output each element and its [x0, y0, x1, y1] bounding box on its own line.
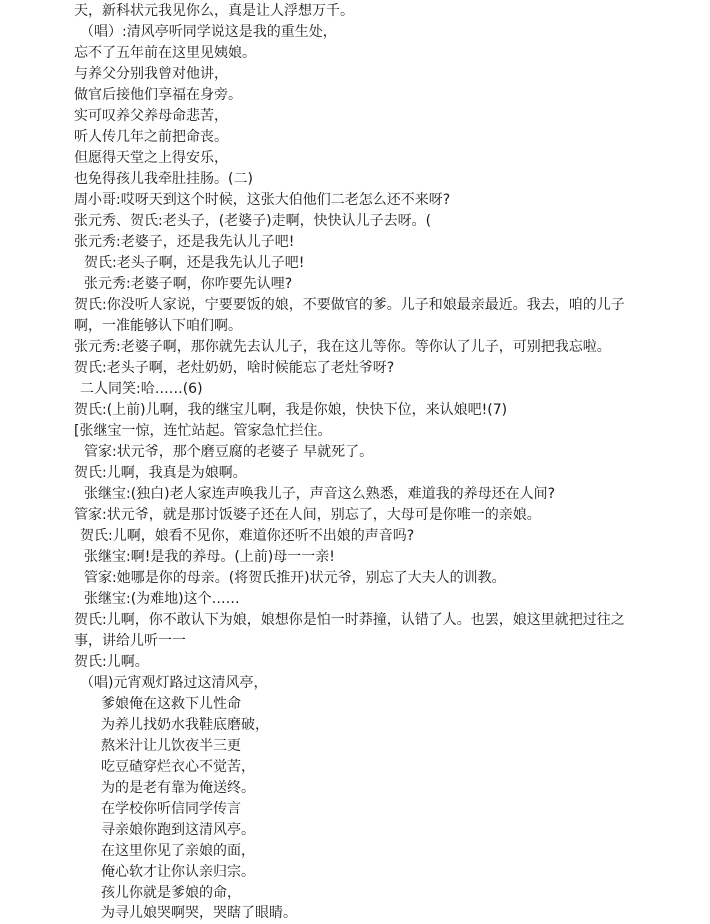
text-line: 贺氏:你没听人家说，宁要要饭的娘，不要做官的爹。儿子和娘最亲最近。我去，咱的儿子 — [74, 297, 625, 313]
text-line: 做官后接他们享福在身旁。 — [74, 87, 242, 103]
text-line: 管家:状元爷，就是那讨饭婆子还在人间，别忘了，大母可是你唯一的亲娘。 — [74, 507, 541, 523]
text-line: 贺氏:老头子啊，老灶奶奶，啥时候能忘了老灶爷呀? — [74, 360, 395, 376]
text-line: 贺氏:儿啊，我真是为娘啊。 — [74, 465, 247, 481]
text-line: 贺氏:(上前)儿啊，我的继宝儿啊，我是你娘，快快下位，来认娘吧!(7) — [74, 402, 508, 418]
text-line: 贺氏:儿啊，你不敢认下为娘，娘想你是怕一时莽撞，认错了人。也罢，娘这里就把过往之 — [74, 612, 625, 628]
text-line: 管家:状元爷，那个磨豆腐的老婆子 早就死了。 — [84, 444, 374, 460]
text-line: 周小哥:哎呀天到这个时候，这张大伯他们二老怎么还不来呀? — [74, 192, 451, 208]
text-line: 张继宝:(独白)老人家连声唤我儿子，声音这么熟悉，难道我的养母还在人间? — [84, 486, 556, 502]
text-line: 但愿得天堂之上得安乐， — [74, 150, 228, 166]
text-line: 也免得孩儿我牵肚挂肠。(二) — [74, 171, 253, 187]
text-line: 贺氏:儿啊，娘看不见你，难道你还听不出娘的声音吗? — [80, 528, 415, 544]
text-line: 听人传几年之前把命丧。 — [74, 129, 228, 145]
text-line: 俺心软才让你认亲归宗。 — [101, 864, 255, 880]
text-line: 管家:她哪是你的母亲。(将贺氏推开)状元爷，别忘了大夫人的训教。 — [84, 570, 506, 586]
text-line: 在这里你见了亲娘的面， — [101, 843, 255, 859]
text-line: 张继宝:啊!是我的养母。(上前)母一一亲! — [84, 549, 335, 565]
text-line: 孩儿你就是爹娘的命， — [101, 885, 241, 901]
text-line: [张继宝一惊，连忙站起。管家急忙拦住。 — [74, 423, 332, 439]
text-line: 贺氏:老头子啊，还是我先认儿子吧! — [84, 255, 305, 271]
text-line: 张元秀:老婆子啊，你咋要先认哩? — [84, 276, 293, 292]
text-line: 二人同笑:哈……(6) — [80, 381, 203, 397]
text-line: （唱）:清风亭听同学说这是我的重生处， — [80, 24, 337, 40]
text-line: 与养父分别我曾对他讲， — [74, 66, 228, 82]
text-line: 张元秀、贺氏:老头子，(老婆子)走啊，快快认儿子去呀。( — [74, 213, 432, 229]
text-line: 熬米汁让儿饮夜半三更 — [101, 738, 241, 754]
text-line: 忘不了五年前在这里见姨娘。 — [74, 45, 256, 61]
text-line: 张继宝:(为难地)这个…… — [84, 591, 240, 607]
text-line: 天，新科状元我见你么，真是让人浮想万千。 — [74, 3, 354, 19]
text-line: 实可叹养父养母命悲苦， — [74, 108, 228, 124]
text-line: 为的是老有靠为俺送终。 — [101, 780, 255, 796]
text-line: 寻亲娘你跑到这清风亭。 — [101, 822, 255, 838]
text-line: 事，讲给儿听一一 — [74, 633, 186, 649]
text-line: 为寻儿娘哭啊哭，哭瞎了眼睛。 — [101, 905, 297, 921]
text-line: 贺氏:儿啊。 — [74, 654, 149, 670]
text-line: （唱)元宵观灯路过这清风亭， — [80, 675, 268, 691]
text-line: 在学校你听信同学传言 — [101, 801, 241, 817]
text-line: 张元秀:老婆子啊，那你就先去认儿子，我在这儿等你。等你认了儿子，可别把我忘啦。 — [74, 339, 611, 355]
text-line: 为养儿找奶水我鞋底磨破， — [101, 717, 269, 733]
text-line: 啊，一准能够认下咱们啊。 — [74, 318, 242, 334]
text-line: 爹娘俺在这救下儿性命 — [101, 696, 241, 712]
text-line: 张元秀:老婆子，还是我先认儿子吧! — [74, 234, 295, 250]
text-line: 吃豆碴穿烂衣心不觉苦， — [101, 759, 255, 775]
